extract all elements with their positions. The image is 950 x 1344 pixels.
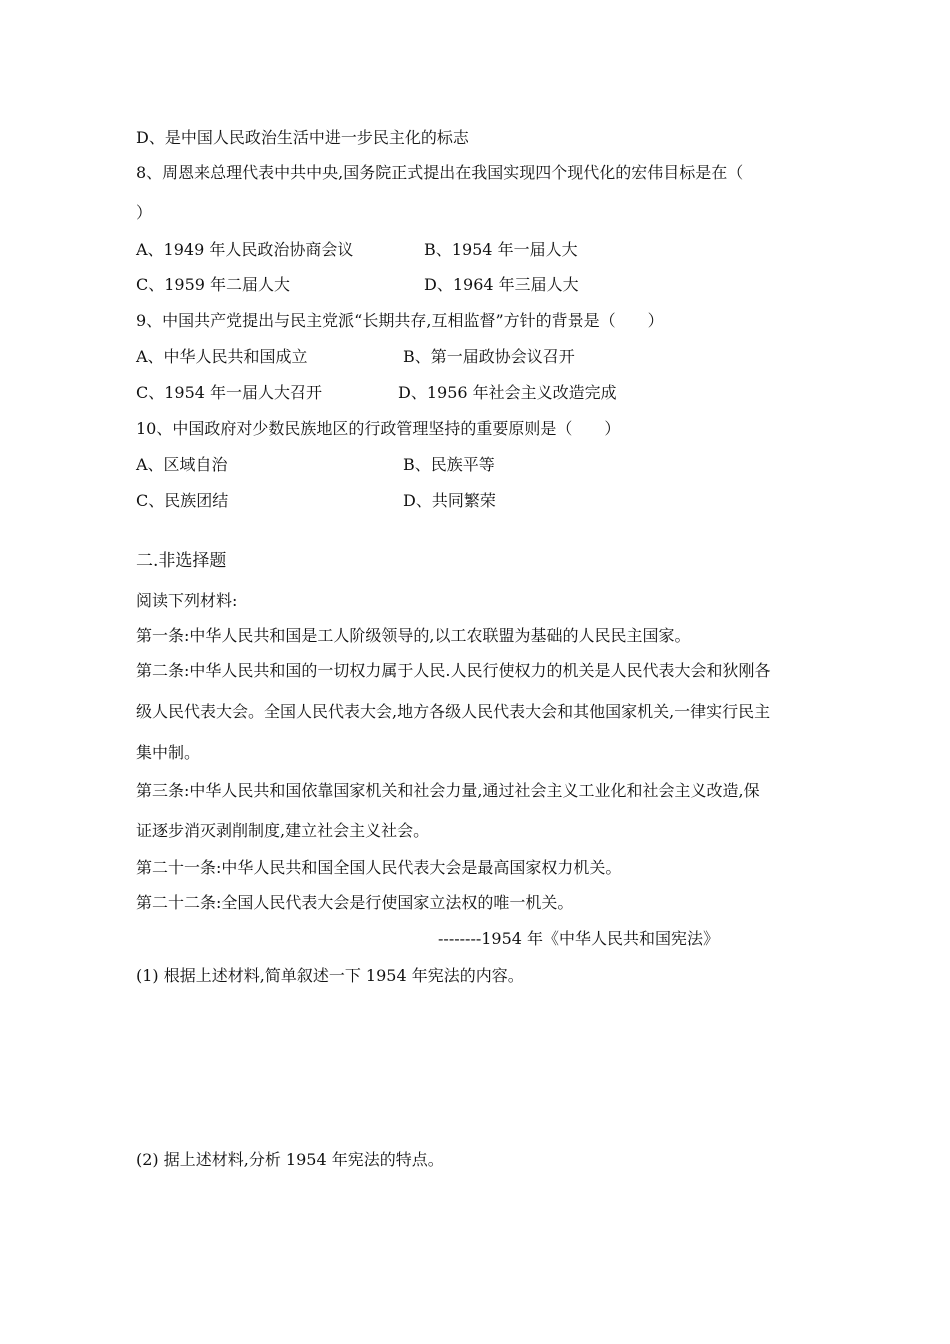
article-2-line-1: 第二条:中华人民共和国的一切权力属于人民.人民行使权力的机关是人民代表大会和狄刚各 — [136, 661, 771, 680]
article-21: 第二十一条:中华人民共和国全国人民代表大会是最高国家权力机关。 — [136, 858, 622, 877]
article-1: 第一条:中华人民共和国是工人阶级领导的,以工农联盟为基础的人民民主国家。 — [136, 626, 691, 645]
q10-option-b: B、民族平等 — [403, 455, 495, 474]
q8-stem: 8、周恩来总理代表中共中央,国务院正式提出在我国实现四个现代化的宏伟目标是在（ — [136, 163, 744, 182]
q9-option-a: A、中华人民共和国成立 — [136, 347, 308, 366]
q8-option-d: D、1964 年三届人大 — [424, 275, 579, 294]
article-22: 第二十二条:全国人民代表大会是行使国家立法权的唯一机关。 — [136, 893, 574, 912]
question-1: (1) 根据上述材料,简单叙述一下 1954 年宪法的内容。 — [136, 966, 524, 985]
q7-option-d: D、是中国人民政治生活中进一步民主化的标志 — [136, 128, 469, 147]
article-2-line-3: 集中制。 — [136, 743, 201, 762]
q8-option-c: C、1959 年二届人大 — [136, 275, 291, 294]
q9-option-c: C、1954 年一届人大召开 — [136, 383, 323, 402]
article-3-line-1: 第三条:中华人民共和国依靠国家机关和社会力量,通过社会主义工业化和社会主义改造,保 — [136, 781, 760, 800]
article-3-line-2: 证逐步消灭剥削制度,建立社会主义社会。 — [136, 821, 430, 840]
q9-stem: 9、中国共产党提出与民主党派“长期共存,互相监督”方针的背景是（ ） — [136, 311, 664, 330]
q10-option-c: C、民族团结 — [136, 491, 229, 510]
q8-option-b: B、1954 年一届人大 — [424, 240, 578, 259]
q9-option-d: D、1956 年社会主义改造完成 — [398, 383, 617, 402]
material-source: --------1954 年《中华人民共和国宪法》 — [438, 929, 720, 948]
q8-stem-close: ） — [136, 203, 153, 222]
q10-stem: 10、中国政府对少数民族地区的行政管理坚持的重要原则是（ ） — [136, 419, 621, 438]
article-2-line-2: 级人民代表大会。全国人民代表大会,地方各级人民代表大会和其他国家机关,一律实行民主 — [136, 702, 771, 721]
q10-option-d: D、共同繁荣 — [403, 491, 496, 510]
q8-option-a: A、1949 年人民政治协商会议 — [136, 240, 354, 259]
q10-option-a: A、区域自治 — [136, 455, 228, 474]
q9-option-b: B、第一届政协会议召开 — [403, 347, 575, 366]
question-2: (2) 据上述材料,分析 1954 年宪法的特点。 — [136, 1150, 444, 1169]
section-heading: 二.非选择题 — [136, 551, 227, 571]
material-intro: 阅读下列材料: — [136, 591, 238, 610]
